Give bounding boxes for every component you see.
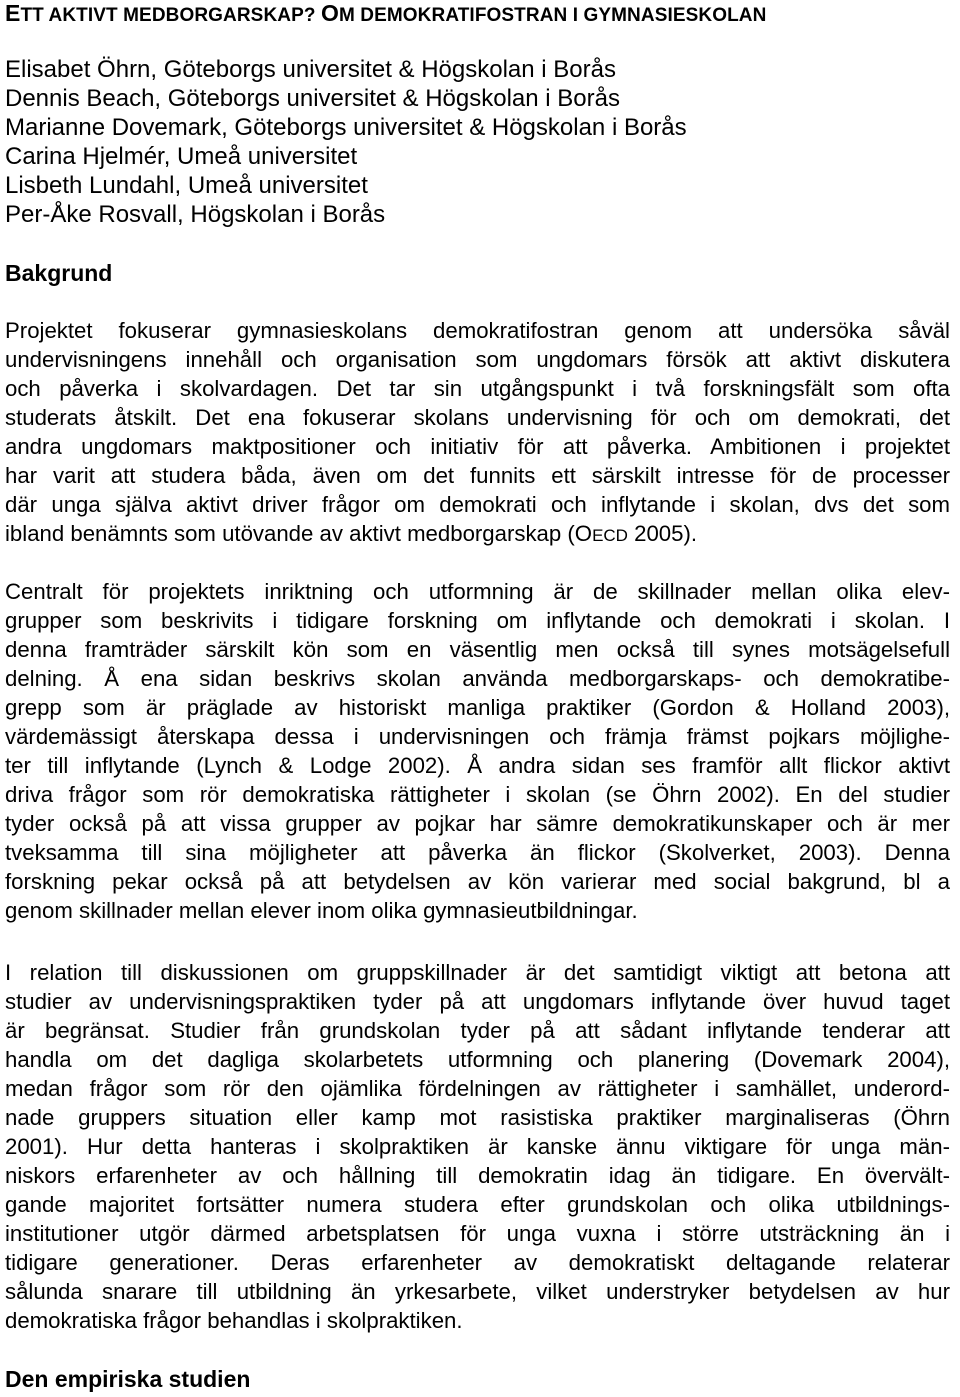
paragraph-line: andra ungdomars maktpositioner och initiativ för att påverka. Ambitionen i projektet — [5, 434, 950, 459]
paragraph-line: I relation till diskussionen om gruppskillnader är det samtidigt viktigt att betona att — [5, 960, 950, 985]
paragraph-line: grepp som är präglade av historiskt manliga praktiker (Gordon & Holland 2003), — [5, 695, 950, 720]
paragraph-line: studier av undervisningspraktiken tyder på att ungdomars inflytande över huvud taget — [5, 989, 950, 1014]
author-line: Carina Hjelmér, Umeå universitet — [5, 143, 358, 170]
paragraph-line: värdemässigt återskapa dessa i undervisningen och främja främst pojkars möjlighe- — [5, 724, 950, 749]
paragraph-text: ibland benämnts som utövande av aktivt medborgarskap (O — [5, 521, 593, 546]
paragraph-line: gande majoritet fortsätter numera studera efter grundskolan och olika utbildnings- — [5, 1192, 950, 1217]
paragraph-line: tyder också på att vissa grupper av pojkar har sämre demokratikunskaper och är mer — [5, 811, 950, 836]
paragraph-3 — [5, 958, 950, 1335]
paragraph-line: niskors erfarenheter av och hållning till demokratin idag än tidigare. En övervält- — [5, 1163, 950, 1188]
paragraph-line: institutioner utgör därmed arbetsplatsen för unga vuxna i större utsträckning än i — [5, 1221, 950, 1246]
paragraph-line: tidigare generationer. Deras erfarenheter av demokratiskt deltagande relaterar — [5, 1250, 950, 1275]
paragraph-line: och påverka i skolvardagen. Det tar sin utgångspunkt i två forskningsfält som ofta — [5, 376, 950, 401]
title-text-1: TT AKTIVT MEDBORGARSKAP — [20, 5, 304, 26]
paragraph-1 — [5, 316, 950, 550]
author-line: Elisabet Öhrn, Göteborgs universitet & Högskolan i Borås — [5, 56, 616, 83]
paragraph-line: handla om det dagliga skolarbetets utformning och planering (Dovemark 2004), — [5, 1047, 950, 1072]
paragraph-line: är begränsat. Studier från grundskolan tyder på att sådant inflytande tenderar att — [5, 1018, 950, 1043]
paragraph-line: nade gruppers situation eller kamp mot rasistiska praktiker marginaliseras (Öhrn — [5, 1105, 950, 1130]
paragraph-line: Projektet fokuserar gymnasieskolans demokratifostran genom att undersöka såväl — [5, 318, 950, 343]
paragraph-line: medan frågor som rör den ojämlika fördelningen av rättigheter i samhället, underord- — [5, 1076, 950, 1101]
paragraph-line: studerats åtskilt. Det ena fokuserar skolans undervisning för och om demokrati, det — [5, 405, 950, 430]
paragraph-line: forskning pekar också på att betydelsen av kön varierar med social bakgrund, bl a — [5, 869, 950, 894]
paragraph-line: demokratiska frågor behandlas i skolpraktiken. — [5, 1308, 463, 1333]
paragraph-line: sålunda snarare till utbildning än yrkesarbete, vilket understryker betydelsen av hur — [5, 1279, 950, 1304]
paragraph-line: delning. Å ena sidan beskrivs skolan använda medborgarskaps- och demokratibe- — [5, 666, 950, 691]
paragraph-line: undervisningens innehåll och organisation som ungdomars försök att aktivt diskutera — [5, 347, 950, 372]
paragraph-line: 2001). Hur detta hanteras i skolpraktiken är kanske ännu viktigare för unga män- — [5, 1134, 950, 1159]
paragraph-line: har varit att studera båda, även om det funnits ett särskilt intresse för de processer — [5, 463, 950, 488]
paragraph-line: genom skillnader mellan elever inom olika gymnasieutbildningar. — [5, 898, 638, 923]
small-caps-text: ECD — [592, 526, 628, 545]
paragraph-line: grupper som beskrivits i tidigare forskning om inflytande och demokrati i skolan. I — [5, 608, 950, 633]
paragraph-text: 2005). — [627, 521, 698, 546]
paragraph-line: ter till inflytande (Lynch & Lodge 2002). Å andra sidan ses framför allt flickor aktivt — [5, 753, 950, 778]
author-line: Lisbeth Lundahl, Umeå universitet — [5, 172, 368, 199]
title-initial-1: E — [5, 0, 21, 26]
title-initial-2: O — [320, 0, 339, 26]
document-title — [5, 1, 766, 28]
author-list — [5, 55, 687, 229]
paragraph-line: där unga själva aktivt driver frågor om demokrati och inflytande i skolan, dvs det som — [5, 492, 950, 517]
paragraph-2 — [5, 577, 950, 925]
author-line: Per-Åke Rosvall, Högskolan i Borås — [5, 201, 386, 228]
title-text-2: M DEMOKRATIFOSTRAN I GYMNASIESKOLAN — [338, 5, 767, 26]
section-heading-empirical: Den empiriska studien — [5, 1366, 251, 1392]
author-line: Marianne Dovemark, Göteborgs universitet & Högskolan i Borås — [5, 114, 687, 141]
section-heading-background: Bakgrund — [5, 260, 113, 286]
paragraph-line: driva frågor som rör demokratiska rättigheter i skolan (se Öhrn 2002). En del studier — [5, 782, 950, 807]
paragraph-line: tveksamma till sina möjligheter att påverka än flickor (Skolverket, 2003). Denna — [5, 840, 950, 865]
title-separator: ? — [303, 5, 321, 26]
paragraph-line — [5, 519, 950, 550]
paragraph-line: denna framträder särskilt kön som en väsentlig men också till synes motsägelsefull — [5, 637, 950, 662]
author-line: Dennis Beach, Göteborgs universitet & Högskolan i Borås — [5, 85, 620, 112]
paragraph-line: Centralt för projektets inriktning och utformning är de skillnader mellan olika elev- — [5, 579, 950, 604]
